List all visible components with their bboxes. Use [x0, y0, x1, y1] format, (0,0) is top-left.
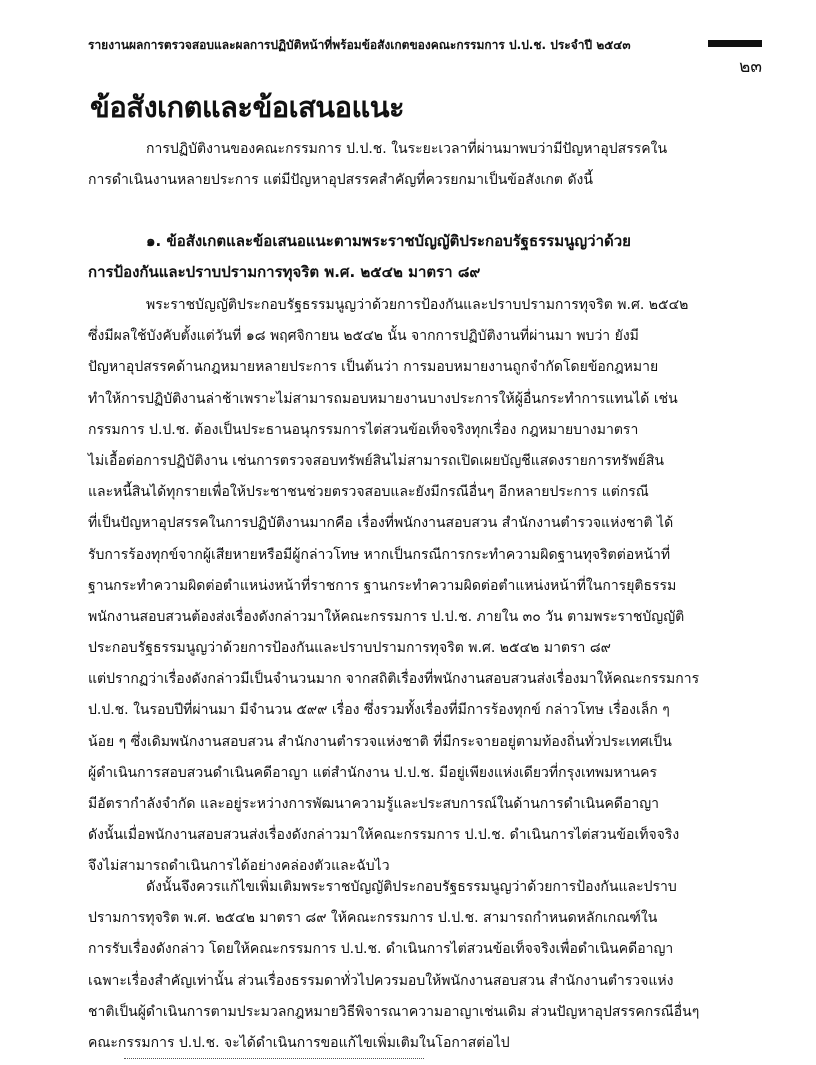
section-heading [88, 226, 760, 288]
text-line: การรับเรื่องดังกล่าว โดยให้คณะกรรมการ ป.ป.ช. ดำเนินการไต่สวนข้อเท็จจริงเพื่อดำเนินคดีอาญา [88, 941, 674, 958]
text-line: กรรมการ ป.ป.ช. ต้องเป็นประธานอนุกรรมการไต่สวนข้อเท็จจริงทุกเรื่อง กฎหมายบางมาตรา [88, 421, 639, 438]
text-line: การปฏิบัติงานของคณะกรรมการ ป.ป.ช. ในระยะเวลาที่ผ่านมาพบว่ามีปัญหาอุปสรรคใน [146, 141, 668, 157]
text-line: แต่ปรากฏว่าเรื่องดังกล่าวมีเป็นจำนวนมาก จากสถิติเรื่องที่พนักงานสอบสวนส่งเรื่องมาให้คณะกรรมการ [88, 671, 700, 688]
text-line: การดำเนินงานหลายประการ แต่มีปัญหาอุปสรรคสำคัญที่ควรยกมาเป็นข้อสังเกต ดังนี้ [88, 172, 593, 189]
text-line: ที่เป็นปัญหาอุปสรรคในการปฏิบัติงานมากคือ เรื่องที่พนักงานสอบสวน สำนักงานตำรวจแห่งชาติ ได้ [88, 515, 674, 532]
body-paragraph-2 [88, 872, 760, 1059]
heading-line: ๑. ข้อสังเกตและข้อเสนอแนะตามพระราชบัญญัติประกอบรัฐธรรมนูญว่าด้วย [146, 232, 631, 250]
text-line: เฉพาะเรื่องสำคัญเท่านั้น ส่วนเรื่องธรรมดาทั่วไปควรมอบให้พนักงานสอบสวน สำนักงานตำรวจแห่ง [88, 972, 674, 989]
text-line: ชาติเป็นผู้ดำเนินการตามประมวลกฎหมายวิธีพิจารณาความอาญาเช่นเดิม ส่วนปัญหาอุปสรรคกรณีอื่นๆ [88, 1003, 700, 1020]
page-title: ข้อสังเกตและข้อเสนอแนะ [90, 90, 405, 124]
text-line: พนักงานสอบสวนต้องส่งเรื่องดังกล่าวมาให้คณะกรรมการ ป.ป.ช. ภายใน ๓๐ วัน ตามพระราชบัญญัติ [88, 608, 685, 625]
text-line: ทำให้การปฏิบัติงานล่าช้าเพราะไม่สามารถมอบหมายงานบางประการให้ผู้อื่นกระทำการแทนได้ เช่น [88, 390, 678, 407]
text-line: ดังนั้นจึงควรแก้ไขเพิ่มเติมพระราชบัญญัติประกอบรัฐธรรมนูญว่าด้วยการป้องกันและปราบ [146, 879, 677, 895]
text-line: คณะกรรมการ ป.ป.ช. จะได้ดำเนินการขอแก้ไขเพิ่มเติมในโอกาสต่อไป [88, 1034, 510, 1051]
text-line: ประกอบรัฐธรรมนูญว่าด้วยการป้องกันและปราบปรามการทุจริต พ.ศ. ๒๕๔๒ มาตรา ๘๙ [88, 640, 611, 657]
page-number: ๒๓ [739, 57, 762, 77]
text-line: ไม่เอื้อต่อการปฏิบัติงาน เช่นการตรวจสอบทรัพย์สินไม่สามารถเปิดเผยบัญชีแสดงรายการทรัพย์สิน [88, 452, 665, 469]
footer-divider [124, 1058, 424, 1059]
text-line: น้อย ๆ ซึ่งเดิมพนักงานสอบสวน สำนักงานตำรวจแห่งชาติ ที่มีกระจายอยู่ตามท้องถิ่นทั่วประเทศเป็น [88, 733, 672, 750]
header-bar-decoration [708, 40, 762, 47]
text-line: ปรามการทุจริต พ.ศ. ๒๕๔๒ มาตรา ๘๙ ให้คณะกรรมการ ป.ป.ช. สามารถกำหนดหลักเกณฑ์ใน [88, 910, 658, 927]
intro-paragraph [88, 134, 760, 196]
heading-line: การป้องกันและปราบปรามการทุจริต พ.ศ. ๒๕๔๒ มาตรา ๘๙ [88, 263, 481, 282]
text-line: รับการร้องทุกข์จากผู้เสียหายหรือมีผู้กล่าวโทษ หากเป็นกรณีการกระทำความผิดฐานทุจริตต่อหน้าที่ [88, 546, 671, 563]
text-line: พระราชบัญญัติประกอบรัฐธรรมนูญว่าด้วยการป้องกันและปราบปรามการทุจริต พ.ศ. ๒๕๔๒ [146, 297, 689, 313]
text-line: จึงไม่สามารถดำเนินการได้อย่างคล่องตัวและฉับไว [88, 858, 390, 875]
body-paragraph-1 [88, 290, 760, 883]
text-line: ผู้ดำเนินการสอบสวนดำเนินคดีอาญา แต่สำนักงาน ป.ป.ช. มีอยู่เพียงแห่งเดียวที่กรุงเทพมหานคร [88, 764, 657, 781]
running-header: รายงานผลการตรวจสอบและผลการปฏิบัติหน้าที่พร้อมข้อสังเกตของคณะกรรมการ ป.ป.ช. ประจำปี ๒๕๔๓ [88, 38, 631, 52]
text-line: และหนี้สินได้ทุกรายเพื่อให้ประชาชนช่วยตรวจสอบและยังมีกรณีอื่นๆ อีกหลายประการ แต่กรณี [88, 484, 649, 501]
text-line: ดังนั้นเมื่อพนักงานสอบสวนส่งเรื่องดังกล่าวมาให้คณะกรรมการ ป.ป.ช. ดำเนินการไต่สวนข้อเท็จจริง [88, 827, 680, 844]
text-line: ฐานกระทำความผิดต่อตำแหน่งหน้าที่ราชการ ฐานกระทำความผิดต่อตำแหน่งหน้าที่ในการยุติธรรม [88, 577, 677, 594]
text-line: ป.ป.ช. ในรอบปีที่ผ่านมา มีจำนวน ๕๙๙ เรื่อง ซึ่งรวมทั้งเรื่องที่มีการร้องทุกข์ กล่าวโทษ เรื่องเล็ก ๆ [88, 702, 670, 719]
text-line: ซึ่งมีผลใช้บังคับตั้งแต่วันที่ ๑๘ พฤศจิกายน ๒๕๔๒ นั้น จากการปฏิบัติงานที่ผ่านมา พบว่า ยังมี [88, 328, 639, 345]
text-line: ปัญหาอุปสรรคด้านกฎหมายหลายประการ เป็นต้นว่า การมอบหมายงานถูกจำกัดโดยข้อกฎหมาย [88, 359, 659, 376]
text-line: มีอัตรากำลังจำกัด และอยู่ระหว่างการพัฒนาความรู้และประสบการณ์ในด้านการดำเนินคดีอาญา [88, 796, 660, 812]
